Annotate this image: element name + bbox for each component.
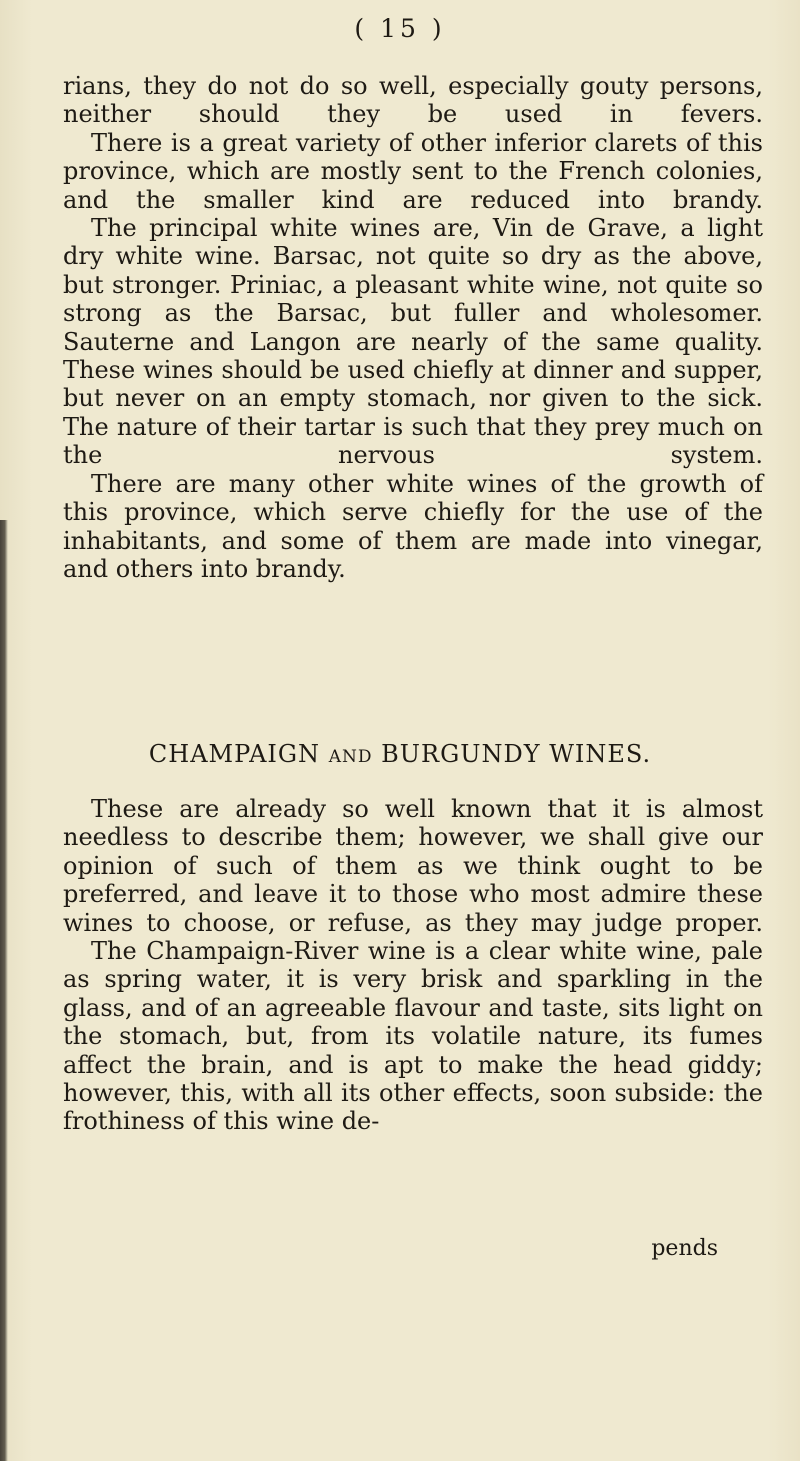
paragraph: The principal white wines are, Vin de Grave, a light dry white wine. Barsac, not quite so dry as the above, but stronger. Priniac, a pleasant white wine, not quite so strong as the Barsac, but fuller and wholesomer. Sauterne and Langon are nearly of the same quality. These wines should be used chiefly at dinner and supper, but never on an empty stomach, nor given to the sick. The nature of their tartar is such that they prey much on the nervous system. (63, 214, 763, 470)
paragraph: The Champaign-River wine is a clear white wine, pale as spring water, it is very brisk and sparkling in the glass, and of an agreeable flavour and taste, sits light on the stomach, but, from its volatile nature, its fumes affect the brain, and is apt to make the head giddy; however, this, with all its other effects, soon subside: the frothiness of this wine de- (63, 937, 763, 1136)
paragraph: These are already so well known that it is almost needless to describe them; however, we shall give our opinion of such of them as we think ought to be preferred, and leave it to those who most admire these wines to choose, or refuse, as they may judge proper. (63, 795, 763, 937)
page-gutter-shadow (0, 520, 8, 1461)
heading-part-2: BURGUNDY WINES. (381, 740, 652, 768)
section-heading (0, 740, 800, 768)
heading-part-1: CHAMPAIGN (148, 740, 321, 768)
page-number: ( 15 ) (354, 14, 446, 43)
paragraph: There is a great variety of other inferior clarets of this province, which are mostly sent to the French colonies, and the smaller kind are reduced into brandy. (63, 128, 763, 214)
catchword: pends (651, 1236, 718, 1261)
paragraph: There are many other white wines of the growth of this province, which serve chiefly for the use of the inhabitants, and some of them are made into vinegar, and others into brandy. (63, 469, 763, 583)
text-block-bottom (63, 795, 763, 1136)
text-block-top (63, 72, 763, 583)
paragraph: rians, they do not do so well, especially gouty persons, neither should they be used in fevers. (63, 72, 763, 129)
heading-and: AND (328, 747, 373, 767)
